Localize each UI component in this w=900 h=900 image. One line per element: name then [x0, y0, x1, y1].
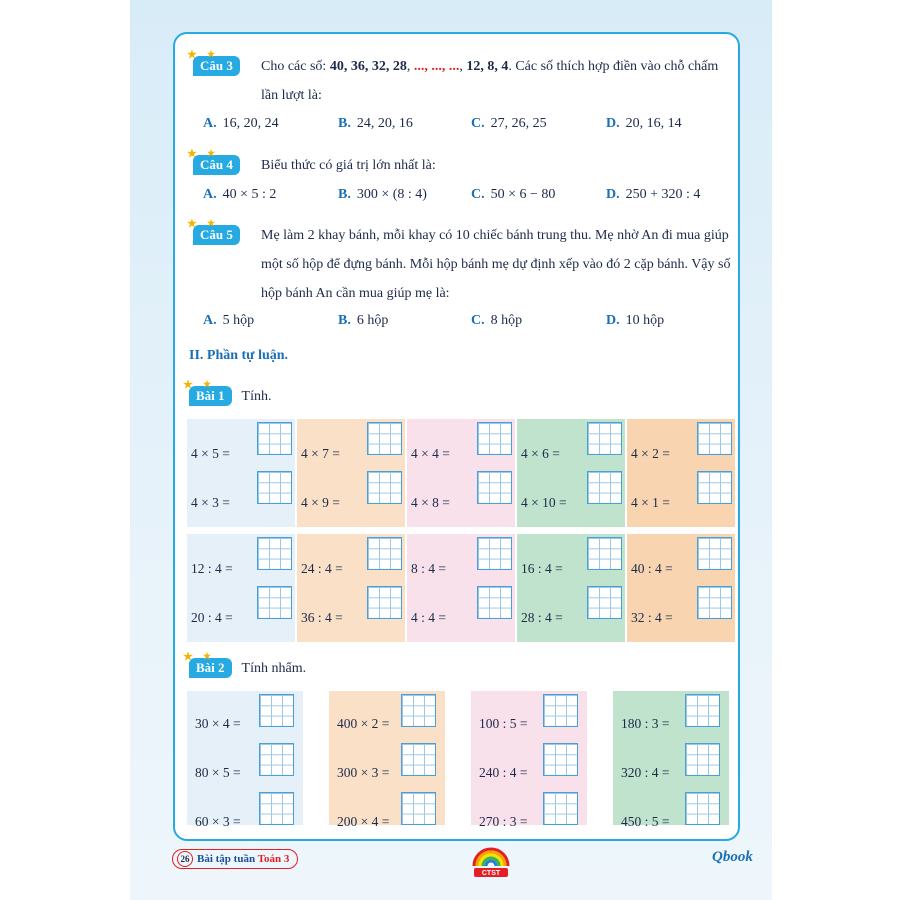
math-expression: 4 × 7 =: [301, 446, 340, 461]
answer-box[interactable]: [259, 792, 294, 825]
answer-box[interactable]: [685, 694, 720, 727]
question-text: Biểu thức có giá trị lớn nhất là:: [261, 158, 436, 173]
answer-box[interactable]: [587, 422, 622, 455]
answer-c[interactable]: C. 27, 26, 25: [471, 116, 547, 131]
answer-box[interactable]: [587, 586, 622, 619]
math-expression: 180 : 3 =: [621, 716, 670, 731]
answer-box[interactable]: [477, 537, 512, 570]
exercise-cell: [517, 534, 625, 642]
math-expression: 12 : 4 =: [191, 561, 233, 576]
math-expression: 8 : 4 =: [411, 561, 446, 576]
qbook-logo: Qbook: [712, 849, 753, 865]
question-text: Cho các số: 40, 36, 32, 28, ..., ..., ..., 12, 8, 4. Các số thích hợp điền vào chỗ chấm lần lượt là:: [261, 59, 719, 103]
exercise-badge: ★ Bài 2 ★: [189, 658, 232, 678]
answer-box[interactable]: [543, 743, 578, 776]
math-expression: 60 × 3 =: [195, 814, 241, 829]
answer-d[interactable]: D. 20, 16, 14: [606, 116, 682, 131]
answer-box[interactable]: [697, 537, 732, 570]
question-5: [193, 221, 731, 301]
answer-box[interactable]: [477, 471, 512, 504]
exercise-cell: [187, 534, 295, 642]
answer-box[interactable]: [367, 537, 402, 570]
answer-a[interactable]: A. 5 hộp: [203, 313, 255, 328]
answer-box[interactable]: [697, 586, 732, 619]
exercise-cell: [627, 419, 735, 527]
answer-c[interactable]: C. 8 hộp: [471, 313, 523, 328]
answer-box[interactable]: [401, 743, 436, 776]
answer-b[interactable]: B. 300 × (8 : 4): [338, 187, 427, 202]
content-frame: [173, 32, 740, 841]
exercise-cell: [187, 419, 295, 527]
answer-box[interactable]: [367, 471, 402, 504]
answer-box[interactable]: [401, 792, 436, 825]
rainbow-logo-icon: [470, 840, 512, 882]
math-expression: 4 × 3 =: [191, 495, 230, 510]
math-expression: 300 × 3 =: [337, 765, 390, 780]
math-expression: 4 × 10 =: [521, 495, 567, 510]
answer-d[interactable]: D. 10 hộp: [606, 313, 665, 328]
math-expression: 32 : 4 =: [631, 610, 673, 625]
question-text: Mẹ làm 2 khay bánh, mỗi khay có 10 chiếc bánh trung thu. Mẹ nhờ An đi mua giúp một số hộp để đựng bánh. Mỗi hộp bánh mẹ dự định xếp vào đó 2 cặp bánh. Vậy số hộp bánh An cần mua giúp mẹ là:: [261, 228, 731, 301]
math-expression: 4 × 1 =: [631, 495, 670, 510]
answer-box[interactable]: [257, 471, 292, 504]
answer-box[interactable]: [685, 792, 720, 825]
exercise-badge: ★ Bài 1 ★: [189, 386, 232, 406]
answer-box[interactable]: [543, 694, 578, 727]
answer-box[interactable]: [257, 537, 292, 570]
question-badge: ★ Câu 3 ★: [193, 56, 240, 76]
answer-box[interactable]: [367, 422, 402, 455]
question-badge: ★ Câu 4 ★: [193, 155, 240, 175]
math-expression: 36 : 4 =: [301, 610, 343, 625]
math-expression: 4 × 6 =: [521, 446, 560, 461]
math-expression: 80 × 5 =: [195, 765, 241, 780]
answer-box[interactable]: [477, 586, 512, 619]
math-expression: 24 : 4 =: [301, 561, 343, 576]
exercise-instruction: Tính.: [241, 389, 272, 404]
page-number: 26: [177, 851, 193, 867]
question-4: [193, 151, 436, 180]
answer-a[interactable]: A. 16, 20, 24: [203, 116, 279, 131]
math-expression: 4 × 5 =: [191, 446, 230, 461]
math-expression: 400 × 2 =: [337, 716, 390, 731]
exercise-cell: [407, 534, 515, 642]
answer-d[interactable]: D. 250 + 320 : 4: [606, 187, 701, 202]
page-background: [130, 0, 772, 900]
section-title: II. Phần tự luận.: [189, 348, 289, 363]
math-expression: 270 : 3 =: [479, 814, 528, 829]
answer-box[interactable]: [401, 694, 436, 727]
answer-b[interactable]: B. 24, 20, 16: [338, 116, 413, 131]
math-expression: 16 : 4 =: [521, 561, 563, 576]
question-3: [193, 52, 719, 103]
exercise-1-header: [189, 386, 272, 406]
answer-c[interactable]: C. 50 × 6 − 80: [471, 187, 556, 202]
answer-box[interactable]: [257, 586, 292, 619]
answer-box[interactable]: [587, 471, 622, 504]
exercise-cell: [517, 419, 625, 527]
answer-box[interactable]: [697, 471, 732, 504]
math-expression: 4 × 9 =: [301, 495, 340, 510]
math-expression: 100 : 5 =: [479, 716, 528, 731]
math-expression: 40 : 4 =: [631, 561, 673, 576]
answer-box[interactable]: [259, 743, 294, 776]
math-expression: 30 × 4 =: [195, 716, 241, 731]
math-expression: 450 : 5 =: [621, 814, 670, 829]
exercise-cell: [471, 691, 587, 829]
answer-box[interactable]: [685, 743, 720, 776]
question-badge: ★ Câu 5 ★: [193, 225, 240, 245]
answer-a[interactable]: A. 40 × 5 : 2: [203, 187, 277, 202]
math-expression: 28 : 4 =: [521, 610, 563, 625]
math-expression: 320 : 4 =: [621, 765, 670, 780]
answer-box[interactable]: [257, 422, 292, 455]
exercise-cell: [297, 419, 405, 527]
math-expression: 4 : 4 =: [411, 610, 446, 625]
footer-title: 26 Bài tập tuần Toán 3: [172, 849, 298, 869]
answer-b[interactable]: B. 6 hộp: [338, 313, 389, 328]
rainbow-badge-text: CTST: [481, 870, 501, 877]
exercise-cell: [329, 691, 445, 829]
exercise-instruction: Tính nhẩm.: [241, 661, 307, 676]
exercise-cell: [627, 534, 735, 642]
answer-box[interactable]: [477, 422, 512, 455]
math-expression: 20 : 4 =: [191, 610, 233, 625]
exercise-cell: [187, 691, 303, 829]
answer-box[interactable]: [587, 537, 622, 570]
answer-box[interactable]: [543, 792, 578, 825]
exercise-2-header: [189, 658, 306, 678]
math-expression: 4 × 8 =: [411, 495, 450, 510]
answer-box[interactable]: [697, 422, 732, 455]
exercise-cell: [297, 534, 405, 642]
exercise-cell: [613, 691, 729, 829]
math-expression: 4 × 2 =: [631, 446, 670, 461]
math-expression: 200 × 4 =: [337, 814, 390, 829]
answer-box[interactable]: [367, 586, 402, 619]
math-expression: 4 × 4 =: [411, 446, 450, 461]
math-expression: 240 : 4 =: [479, 765, 528, 780]
exercise-cell: [407, 419, 515, 527]
answer-box[interactable]: [259, 694, 294, 727]
